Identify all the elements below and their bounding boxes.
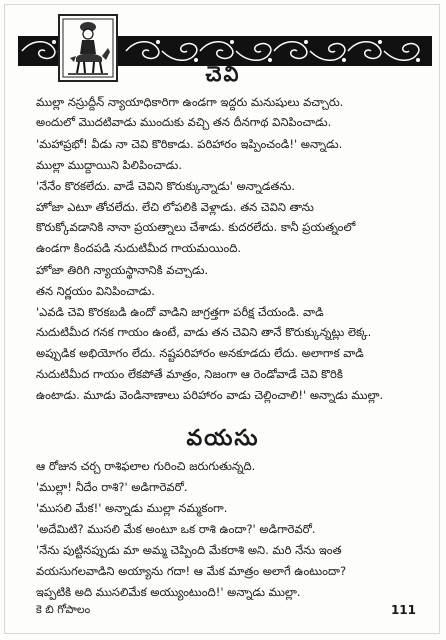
paragraph-line: ఉండగా కిందపడి నుదుటిమీద గాయమయింది. [36,241,241,255]
paragraph-line: 'ఎవడి చెవి కొరకబడి ఉందో వాడిని జాగ్రత్తగా పరీక్ష చేయండి. వాడి [36,305,324,319]
paragraph-line: హోజా తిరిగి న్యాయస్థానానికి వచ్చాడు. [36,263,209,277]
paragraph-line: 'నేను పుట్టినప్పుడు మా అమ్మ చెప్పింది మేకరాశి అని. మరి నేను ఇంత [36,543,342,557]
paragraph-line: తన నిర్ణయం వినిపించాడు. [36,284,155,298]
author-footer: కె బి గోపాలం [36,603,91,616]
paragraph-line: వయసుగలవాడిని అయ్యాను గదా! ఆ మేక మాత్రం అలాగే ఉంటుందా? [36,564,347,578]
paragraph-line: 'అదేమిటి? ముసలి మేక అంటూ ఒక రాశి ఉందా?' అడిగారెవరో. [36,522,316,536]
paragraph-line: హోజా ఎటూ తోచలేదు. లేచి లోపలికి వెళ్లాడు. తన చెవిని తాను [36,200,314,214]
paragraph-line: నుదుటిమీద గనక గాయం ఉంటే, వాడు తన చెవిని తానే కొరుక్కున్నట్లు లెక్క. [36,325,372,339]
paragraph-line: ముల్లా నస్రుద్దీన్ న్యాయాధికారిగా ఉండగా ఇద్దరు మనుషులు వచ్చారు. [36,95,344,109]
paragraph-line: 'మహాప్రభో! వీడు నా చెవి కొరికాడు. పరిహారం ఇప్పించండి!' అన్నాడు. [36,137,343,151]
paragraph-line: 'ముసలి మేక!' అన్నాడు ముల్లా నమ్మకంగా. [36,501,228,515]
paragraph-line: అప్పుడిక అభియోగం లేదు. నష్టపరిహారం అనకూడదు లేదు. అలాగాక వాడి [36,346,364,360]
paragraph-line: నుదుటిమీద గాయం లేకపోతే మాత్రం, నిజంగా ఆ రెండోవాడే చెవి కొరికి [36,367,343,381]
paragraph-line: కొరుక్కోవడానికి నానా ప్రయత్నాలు చేశాడు. కుదరలేదు. కానీ ప్రయత్నంలో [36,220,356,234]
paragraph-line: అందులో మొదటివాడు ముందుకు వచ్చి తన దీనగాథ వినిపించాడు. [36,115,332,129]
page-number: 111 [390,603,416,617]
paragraph-line: ముల్లా ముద్దాయిని పిలిపించాడు. [36,158,182,172]
paragraph-line: ఇప్పటికి అది ముసలిమేక అయ్యుంటుంది!' అన్నాడు ముల్లా. [36,585,301,599]
paragraph-line: 'నేనేం కొరకలేదు. వాడే చెవిని కొరుక్కున్నాడు' అన్నాడతను. [36,179,296,193]
paragraph-line: ఆ రోజున చర్చ రాశిఫలాల గురించి జరుగుతున్నది. [36,459,256,473]
paragraph-line: 'ముల్లా! నీదేం రాశి?' అడిగారెవరో. [36,480,188,494]
story-title-age: వయసు [186,426,260,451]
story-title-ear: చెవి [205,62,241,86]
paragraph-line: ఉంటాడు. మూడు వెండినాణాలు పరిహారం వాడు చెల్లించాలి!' అన్నాడు ముల్లా. [36,388,384,402]
